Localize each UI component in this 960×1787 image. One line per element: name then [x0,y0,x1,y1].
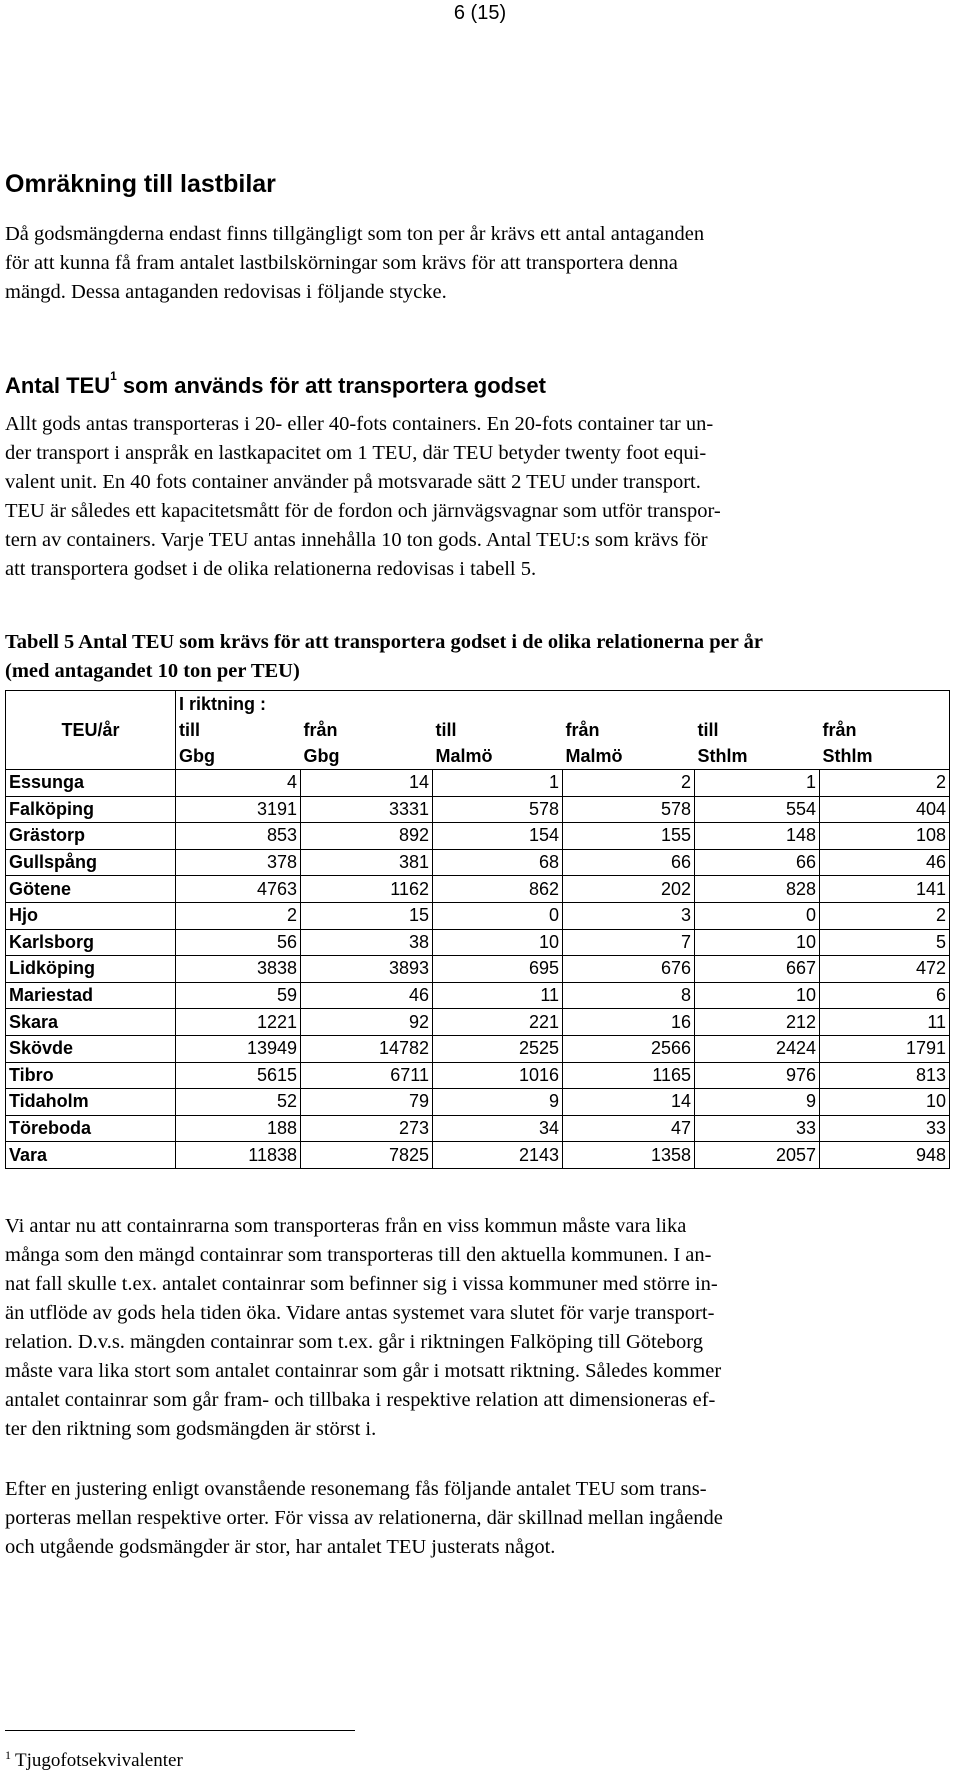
table-row [6,876,950,903]
table-cell: 1 [695,770,820,797]
table-cell: 7 [563,929,695,956]
table-cell: 2 [820,902,950,929]
row-label: Skara [6,1009,176,1036]
paragraph-line: Då godsmängderna endast finns tillgängligt som ton per år krävs ett antal antaganden [5,223,705,245]
table-cell: 148 [695,823,820,850]
table-cell: 1162 [301,876,433,903]
table-cell: 52 [176,1089,301,1116]
table-cell: 14 [563,1089,695,1116]
table-cell: 212 [695,1009,820,1036]
paragraph-line: för att kunna få fram antalet lastbilskörningar som krävs för att transportera denna [5,252,678,274]
table-cell: 221 [433,1009,563,1036]
table-cell: 3191 [176,796,301,823]
table-cell: 404 [820,796,950,823]
teu-paragraph [5,410,955,584]
table-cell: 47 [563,1115,695,1142]
row-label: Tibro [6,1062,176,1089]
table-cell: 46 [820,849,950,876]
adjustment-paragraph [5,1475,955,1562]
row-label: Hjo [6,902,176,929]
table-cell: 11838 [176,1142,301,1169]
row-label: Vara [6,1142,176,1169]
table-cell: 141 [820,876,950,903]
table-cell: 14782 [301,1035,433,1062]
row-label: Skövde [6,1035,176,1062]
table-row [6,929,950,956]
row-label: Falköping [6,796,176,823]
table-cell: 3838 [176,956,301,983]
row-label: Götene [6,876,176,903]
paragraph-line: tern av containers. Varje TEU antas innehålla 10 ton gods. Antal TEU:s som krävs för [5,529,708,551]
table-row [6,823,950,850]
table-cell: 948 [820,1142,950,1169]
caption-line: (med antagandet 10 ton per TEU) [5,660,300,682]
column-header [820,691,950,770]
assumption-paragraph [5,1212,955,1444]
column-header [176,691,301,770]
column-header-line2: Malmö [435,746,493,766]
table-cell: 10 [433,929,563,956]
row-label: Mariestad [6,982,176,1009]
table-cell: 9 [695,1089,820,1116]
paragraph-line: att transportera godset i de olika relationerna redovisas i tabell 5. [5,558,537,580]
column-header [433,691,563,770]
table-cell: 66 [695,849,820,876]
table-cell: 15 [301,902,433,929]
footnote-mark: 1 [5,1748,11,1762]
table-cell: 0 [695,902,820,929]
table-cell: 108 [820,823,950,850]
table-cell: 2 [176,902,301,929]
paragraph-line: än utflöde av gods hela tiden öka. Vidare antas systemet vara slutet för varje transport- [5,1302,715,1324]
table-cell: 4 [176,770,301,797]
table-cell: 10 [695,982,820,1009]
paragraph-line: ter den riktning som godsmängden är störst i. [5,1418,377,1440]
teu-table [5,690,950,1169]
paragraph-line: porteras mellan respektive orter. För vissa av relationerna, där skillnad mellan ingående [5,1507,723,1529]
table-cell: 2143 [433,1142,563,1169]
table-cell: 10 [820,1089,950,1116]
table-cell: 33 [695,1115,820,1142]
table-cell: 1 [433,770,563,797]
table-cell: 33 [820,1115,950,1142]
table-cell: 7825 [301,1142,433,1169]
table-cell: 578 [563,796,695,823]
table-cell: 79 [301,1089,433,1116]
page-number: 6 (15) [453,2,507,24]
paragraph-line: nat fall skulle t.ex. antalet containrar som befinner sig i vissa kommuner med större in- [5,1273,718,1295]
row-label: Grästorp [6,823,176,850]
table-row [6,1089,950,1116]
column-header-line1: från [303,720,338,740]
intro-paragraph [5,220,955,307]
table-corner-header: TEU/år [6,691,176,770]
table-row [6,1035,950,1062]
row-label: Gullspång [6,849,176,876]
table-cell: 154 [433,823,563,850]
table-cell: 11 [433,982,563,1009]
subsection-heading [5,369,546,399]
table-row [6,770,950,797]
table-cell: 2 [820,770,950,797]
table-cell: 472 [820,956,950,983]
column-header-line2: Malmö [565,746,623,766]
column-header-line1: till [435,720,457,740]
table-cell: 5 [820,929,950,956]
table-cell: 676 [563,956,695,983]
row-label: Lidköping [6,956,176,983]
table-cell: 378 [176,849,301,876]
table-cell: 273 [301,1115,433,1142]
table-cell: 976 [695,1062,820,1089]
table-cell: 9 [433,1089,563,1116]
table-cell: 59 [176,982,301,1009]
table-cell: 6 [820,982,950,1009]
table-row [6,849,950,876]
table-cell: 578 [433,796,563,823]
column-header-line1: från [565,720,600,740]
table-cell: 8 [563,982,695,1009]
table-cell: 202 [563,876,695,903]
row-label: Tidaholm [6,1089,176,1116]
paragraph-line: valent unit. En 40 fots container använder på motsvarade sätt 2 TEU under transport. [5,471,701,493]
table-cell: 667 [695,956,820,983]
table-cell: 862 [433,876,563,903]
table-cell: 14 [301,770,433,797]
table-cell: 853 [176,823,301,850]
table-cell: 2 [563,770,695,797]
paragraph-line: många som den mängd containrar som transporteras till den aktuella kommunen. I an- [5,1244,712,1266]
column-header-line1: till [697,720,719,740]
footnote-reference: 1 [110,369,117,383]
table-cell: 1791 [820,1035,950,1062]
table-row [6,1062,950,1089]
table-cell: 2566 [563,1035,695,1062]
table-cell: 46 [301,982,433,1009]
table-cell: 2525 [433,1035,563,1062]
paragraph-line: mängd. Dessa antaganden redovisas i följande stycke. [5,281,447,303]
table-cell: 2057 [695,1142,820,1169]
table-cell: 5615 [176,1062,301,1089]
column-header [301,691,433,770]
paragraph-line: måste vara lika stort som antalet containrar som går i motsatt riktning. Således kommer [5,1360,722,1382]
table-row [6,796,950,823]
table-cell: 3 [563,902,695,929]
table-cell: 381 [301,849,433,876]
row-label: Essunga [6,770,176,797]
paragraph-line: TEU är således ett kapacitetsmått för de fordon och järnvägsvagnar som utför transpor- [5,500,721,522]
table-cell: 554 [695,796,820,823]
paragraph-line: antalet containrar som går fram- och tillbaka i respektive relation att dimensioneras ef- [5,1389,716,1411]
column-header-line1: till [179,720,200,740]
table-row [6,1115,950,1142]
row-label: Töreboda [6,1115,176,1142]
table-cell: 34 [433,1115,563,1142]
table-cell: 10 [695,929,820,956]
paragraph-line: der transport i anspråk en lastkapacitet om 1 TEU, där TEU betyder twenty foot equi- [5,442,707,464]
caption-line: Tabell 5 Antal TEU som krävs för att transportera godset i de olika relationerna per år [5,631,763,653]
table-cell: 188 [176,1115,301,1142]
column-header [695,691,820,770]
table-cell: 13949 [176,1035,301,1062]
table-cell: 1221 [176,1009,301,1036]
column-header-line2: Sthlm [697,746,748,766]
table-cell: 155 [563,823,695,850]
column-header-line2: Gbg [179,746,215,766]
table-row [6,956,950,983]
table-cell: 6711 [301,1062,433,1089]
column-header-line2: Gbg [303,746,340,766]
table-row [6,902,950,929]
table-cell: 56 [176,929,301,956]
paragraph-line: relation. D.v.s. mängden containrar som t.ex. går i riktningen Falköping till Göteborg [5,1331,704,1353]
footnote [5,1750,183,1772]
table-row [6,1009,950,1036]
column-header-line2: Sthlm [822,746,873,766]
section-heading: Omräkning till lastbilar [5,170,276,198]
table-cell: 11 [820,1009,950,1036]
table-row [6,1142,950,1169]
table-cell: 828 [695,876,820,903]
table-cell: 38 [301,929,433,956]
column-header [563,691,695,770]
table-cell: 0 [433,902,563,929]
table-row [6,982,950,1009]
table-cell: 66 [563,849,695,876]
paragraph-line: Allt gods antas transporteras i 20- eller 40-fots containers. En 20-fots container tar un- [5,413,714,435]
table-cell: 2424 [695,1035,820,1062]
table-cell: 1016 [433,1062,563,1089]
column-header-line1: från [822,720,857,740]
footnote-text: Tjugofotsekvivalenter [15,1750,183,1771]
table-cell: 813 [820,1062,950,1089]
table-cell: 4763 [176,876,301,903]
table-caption [5,628,955,686]
heading-text: Antal TEU [5,373,111,398]
paragraph-line: och utgående godsmängder är stor, har antalet TEU justerats något. [5,1536,556,1558]
footnote-divider [5,1730,355,1731]
heading-text: som används för att transportera godset [116,373,546,398]
table-cell: 1165 [563,1062,695,1089]
table-cell: 3893 [301,956,433,983]
paragraph-line: Vi antar nu att containrarna som transporteras från en viss kommun måste vara lika [5,1215,687,1237]
table-cell: 892 [301,823,433,850]
table-cell: 16 [563,1009,695,1036]
table-cell: 68 [433,849,563,876]
table-cell: 1358 [563,1142,695,1169]
table-cell: 695 [433,956,563,983]
paragraph-line: Efter en justering enligt ovanstående resonemang fås följande antalet TEU som trans- [5,1478,707,1500]
table-cell: 92 [301,1009,433,1036]
table-cell: 3331 [301,796,433,823]
group-label: I riktning : [179,694,266,714]
row-label: Karlsborg [6,929,176,956]
